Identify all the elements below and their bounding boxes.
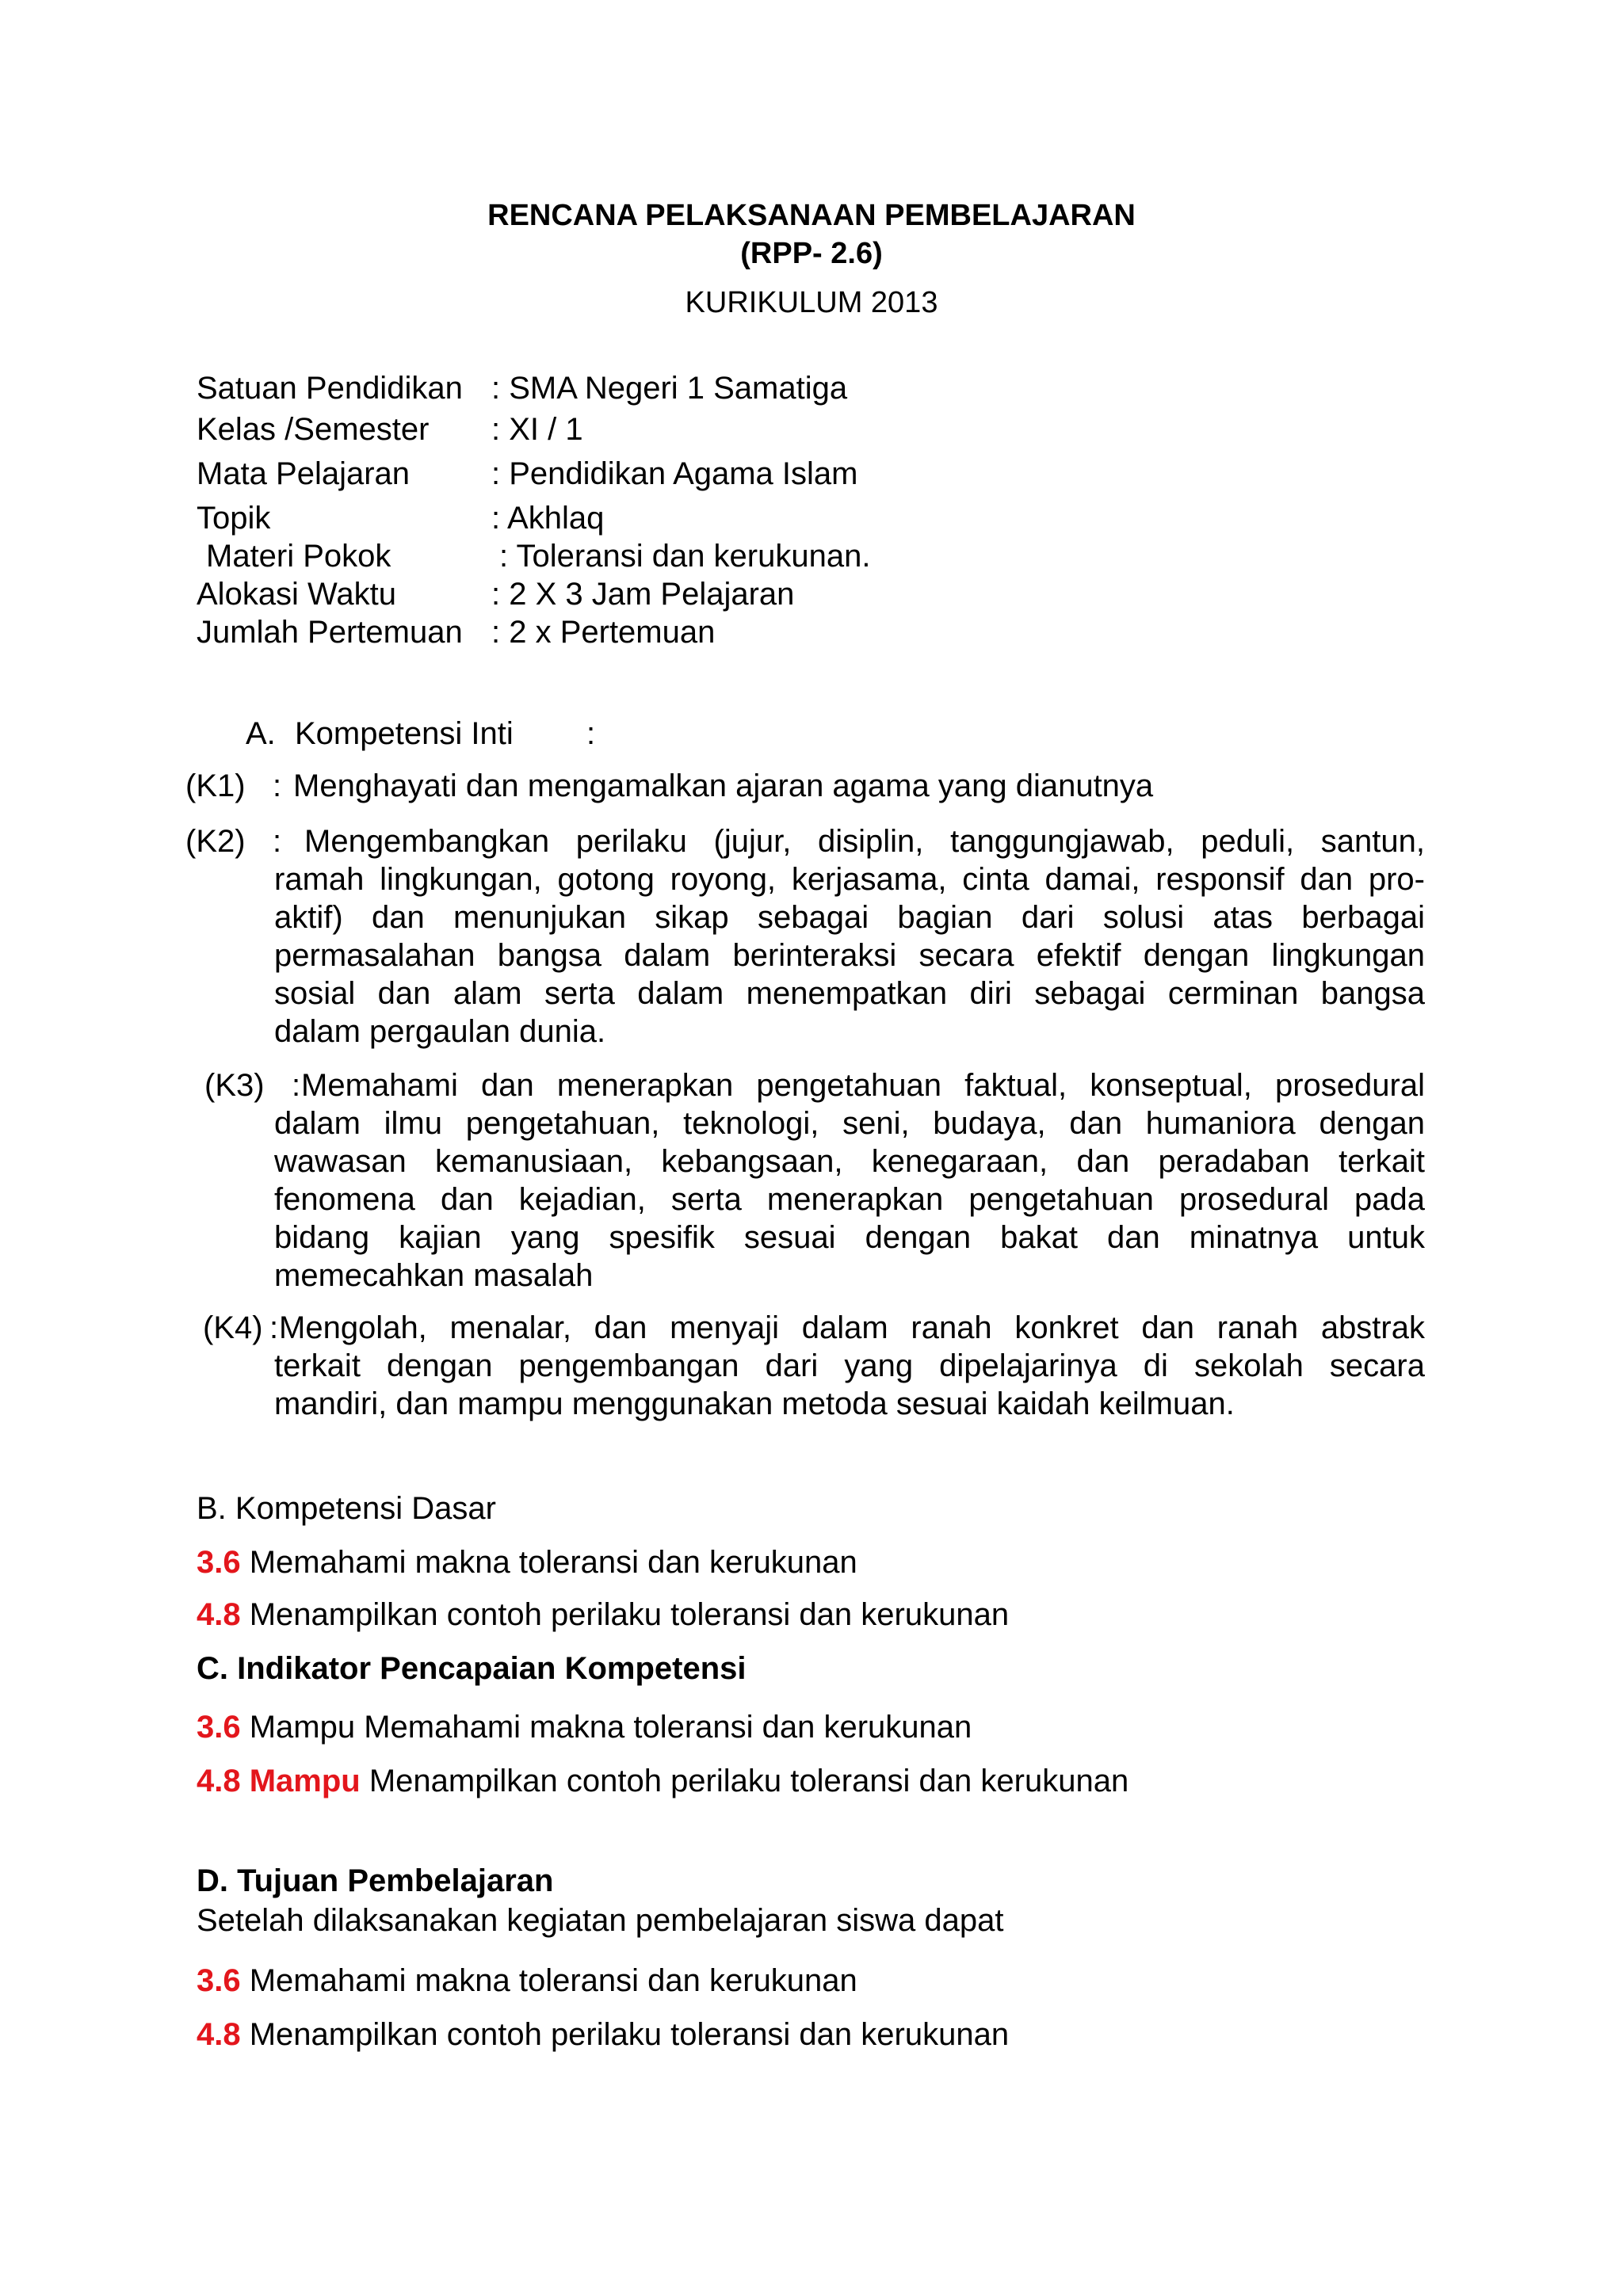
ki-line: wawasan kemanusiaan, kebangsaan, kenegaraan, dan peradaban terkait bbox=[274, 1144, 1425, 1179]
indicator-number: 3.6 bbox=[197, 1710, 241, 1745]
ki-separator: : bbox=[273, 824, 282, 859]
identity-value: : Pendidikan Agama Islam bbox=[491, 456, 858, 491]
section-a-colon: : bbox=[586, 716, 596, 751]
section-a-heading: Kompetensi Inti bbox=[295, 716, 514, 751]
objective-item bbox=[197, 2016, 1009, 2054]
indicator-item bbox=[197, 1708, 972, 1746]
identity-value: : XI / 1 bbox=[491, 412, 583, 447]
ki-separator: : bbox=[269, 1310, 279, 1345]
ki-line: Mengembangkan perilaku (jujur, disiplin, tanggungjawab, peduli, santun, bbox=[304, 824, 1425, 859]
objective-text: Memahami makna toleransi dan kerukunan bbox=[240, 1963, 857, 1998]
ki-separator: : bbox=[273, 769, 282, 803]
indicator-text: Mampu Memahami makna toleransi dan kerukunan bbox=[240, 1710, 972, 1745]
identity-label: Jumlah Pertemuan bbox=[197, 615, 463, 650]
indicator-item bbox=[197, 1762, 1128, 1800]
ki-line: sosial dan alam serta dalam menempatkan diri sebagai cerminan bangsa bbox=[274, 976, 1425, 1011]
ki-line: memecahkan masalah bbox=[274, 1258, 594, 1293]
ki-line: mandiri, dan mampu menggunakan metoda sesuai kaidah keilmuan. bbox=[274, 1386, 1235, 1421]
kd-number: 3.6 bbox=[197, 1545, 241, 1580]
identity-label: Topik bbox=[197, 501, 271, 536]
ki-line: permasalahan bangsa dalam berinteraksi secara efektif dengan lingkungan bbox=[274, 938, 1425, 973]
kd-item bbox=[197, 1596, 1009, 1634]
curriculum-label: KURIKULUM 2013 bbox=[685, 286, 938, 319]
section-c-heading: C. Indikator Pencapaian Kompetensi bbox=[197, 1651, 747, 1686]
document-title: RENCANA PELAKSANAAN PEMBELAJARAN bbox=[487, 199, 1136, 232]
ki-key: (K2) bbox=[185, 824, 246, 859]
kd-text: Memahami makna toleransi dan kerukunan bbox=[240, 1545, 857, 1580]
indicator-number: 4.8 bbox=[197, 1764, 241, 1798]
ki-key: (K3) bbox=[204, 1068, 265, 1103]
identity-label: Kelas /Semester bbox=[197, 412, 430, 447]
ki-line: dalam ilmu pengetahuan, teknologi, seni, budaya, dan humaniora dengan bbox=[274, 1106, 1425, 1141]
identity-value: : 2 x Pertemuan bbox=[491, 615, 716, 650]
ki-line: bidang kajian yang spesifik sesuai dengan bakat dan minatnya untuk bbox=[274, 1220, 1425, 1255]
section-d-intro: Setelah dilaksanakan kegiatan pembelajaran siswa dapat bbox=[197, 1903, 1004, 1938]
identity-label: Materi Pokok bbox=[206, 539, 391, 574]
objective-text: Menampilkan contoh perilaku toleransi dan kerukunan bbox=[240, 2017, 1010, 2052]
ki-line: aktif) dan menunjukan sikap sebagai bagian dari solusi atas berbagai bbox=[274, 900, 1425, 935]
identity-label: Satuan Pendidikan bbox=[197, 371, 463, 406]
ki-key: (K4) bbox=[203, 1310, 263, 1345]
ki-line: ramah lingkungan, gotong royong, kerjasama, cinta damai, responsif dan pro- bbox=[274, 862, 1425, 897]
identity-label: Mata Pelajaran bbox=[197, 456, 411, 491]
section-a-marker: A. bbox=[246, 716, 276, 751]
identity-value: : Toleransi dan kerukunan. bbox=[499, 539, 871, 574]
ki-line: dalam pergaulan dunia. bbox=[274, 1014, 606, 1049]
ki-line: Mengolah, menalar, dan menyaji dalam ranah konkret dan ranah abstrak bbox=[279, 1310, 1425, 1345]
objective-number: 3.6 bbox=[197, 1963, 241, 1998]
kd-text: Menampilkan contoh perilaku toleransi dan kerukunan bbox=[240, 1597, 1010, 1632]
indicator-text: Menampilkan contoh perilaku toleransi dan kerukunan bbox=[360, 1764, 1129, 1798]
kd-number: 4.8 bbox=[197, 1597, 241, 1632]
indicator-emphasis: Mampu bbox=[240, 1764, 361, 1798]
ki-line: fenomena dan kejadian, serta menerapkan pengetahuan prosedural pada bbox=[274, 1182, 1425, 1217]
ki-line: Menghayati dan mengamalkan ajaran agama yang dianutnya bbox=[293, 769, 1154, 803]
identity-value: : Akhlaq bbox=[491, 501, 605, 536]
objective-item bbox=[197, 1962, 857, 2000]
section-d-heading: D. Tujuan Pembelajaran bbox=[197, 1863, 554, 1898]
ki-line: terkait dengan pengembangan dari yang dipelajarinya di sekolah secara bbox=[274, 1348, 1425, 1383]
document-code: (RPP- 2.6) bbox=[740, 237, 883, 270]
ki-separator: : bbox=[292, 1068, 301, 1103]
ki-key: (K1) bbox=[185, 769, 246, 803]
ki-line: Memahami dan menerapkan pengetahuan faktual, konseptual, prosedural bbox=[301, 1068, 1425, 1103]
identity-value: : SMA Negeri 1 Samatiga bbox=[491, 371, 848, 406]
objective-number: 4.8 bbox=[197, 2017, 241, 2052]
kd-item bbox=[197, 1543, 857, 1581]
section-b-heading: B. Kompetensi Dasar bbox=[197, 1491, 496, 1526]
identity-value: : 2 X 3 Jam Pelajaran bbox=[491, 577, 795, 612]
identity-label: Alokasi Waktu bbox=[197, 577, 396, 612]
